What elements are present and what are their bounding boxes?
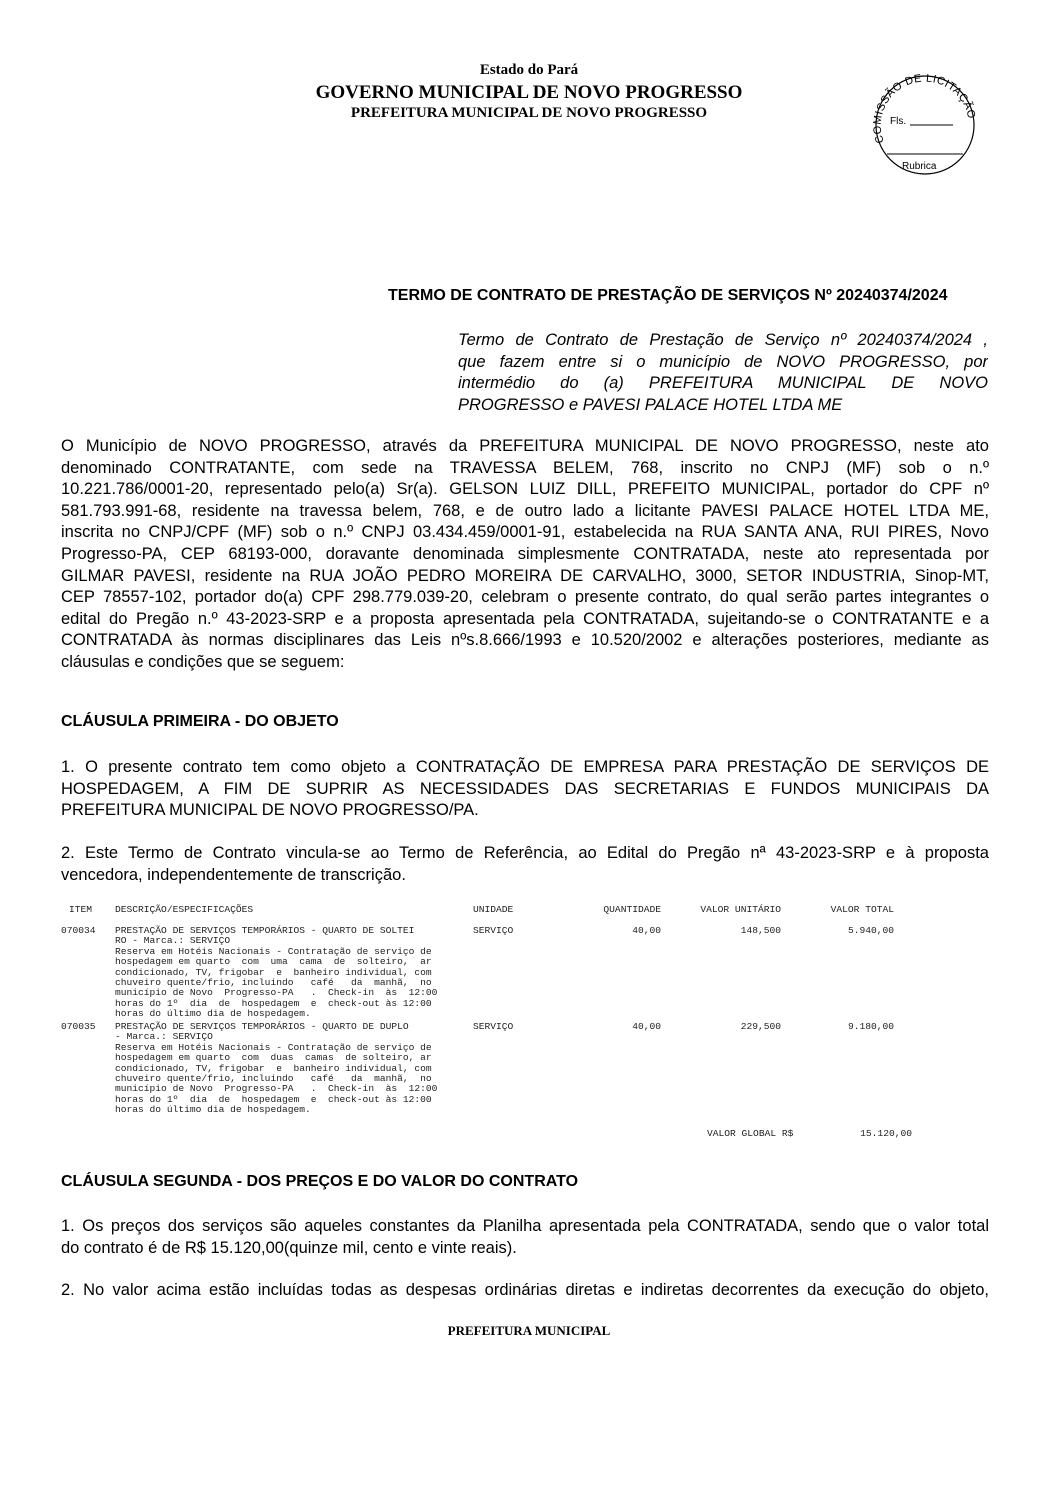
summary-line: que fazem entre si o município de NOVO PROGRESSO, por <box>458 352 988 371</box>
clause2-item2-line: 2. No valor acima estão incluídas todas as despesas ordinárias diretas e indiretas decorrentes da execução do objeto, <box>61 1281 989 1299</box>
intro-line: edital do Pregão n.º 43-2023-SRP e a proposta apresentada pela CONTRATADA, sujeitando-se o CONTRATANTE e a <box>61 609 989 628</box>
intro-paragraph <box>61 436 989 674</box>
intro-line: cláusulas e condições que se seguem: <box>61 652 345 671</box>
clause1-item2 <box>61 843 989 886</box>
clause1-heading: CLÁUSULA PRIMEIRA - DO OBJETO <box>61 713 339 730</box>
clause1-item1 <box>61 757 989 822</box>
row2-description: PRESTAÇÃO DE SERVIÇOS TEMPORÁRIOS - QUARTO DE DUPLO - Marca.: SERVIÇO Reserva em Hotéis Nacionais - Contratação de serviço de hospedagem em quarto com duas camas de solteiro, ar condicionado, TV, frigobar e banheiro individual, com chuveiro quente/frio, incluindo café da manhã, no município de Novo Progresso-PA . Check-in às 12:00 horas do 1º dia de hospedagem e check-out às 12:00 horas do último dia de hospedagem. <box>115 1021 438 1116</box>
th-quantity: QUANTIDADE <box>603 904 661 915</box>
row2-unit: SERVIÇO <box>473 1021 514 1032</box>
global-value: 15.120,00 <box>860 1128 912 1139</box>
clause2-item1-line: 1. Os preços dos serviços são aqueles constantes da Planilha apresentada pela CONTRATADA, sendo que o valor total <box>61 1217 989 1235</box>
row2-unit-value: 229,500 <box>740 1021 781 1032</box>
clause1-item1-line: HOSPEDAGEM, A FIM DE SUPRIR AS NECESSIDADES DAS SECRETARIAS E FUNDOS MUNICIPAIS DA <box>61 779 989 798</box>
contract-title: TERMO DE CONTRATO DE PRESTAÇÃO DE SERVIÇOS Nº 20240374/2024 <box>388 287 948 304</box>
intro-line: Progresso-PA, CEP 68193-000, doravante denominada simplesmente CONTRATADA, neste ato representada por <box>61 544 989 563</box>
th-unit: UNIDADE <box>473 904 514 915</box>
intro-line: inscrita no CNPJ/CPF (MF) sob o n.º CNPJ 03.434.459/0001-91, estabelecida na RUA SANTA ANA, RUI PIRES, Novo <box>61 523 989 542</box>
clause1-item2-line: 2. Este Termo de Contrato vincula-se ao Termo de Referência, ao Edital do Pregão nª 43-2023-SRP e à proposta <box>61 844 989 862</box>
th-total-value: VALOR TOTAL <box>830 904 894 915</box>
stamp-rubrica-label: Rubrica <box>902 161 937 172</box>
intro-line: GILMAR PAVESI, residente na RUA JOÃO PEDRO MOREIRA DE CARVALHO, 3000, SETOR INDUSTRIA, Sinop-MT, <box>61 566 989 585</box>
row1-description: PRESTAÇÃO DE SERVIÇOS TEMPORÁRIOS - QUARTO DE SOLTEI RO - Marca.: SERVIÇO Reserva em Hotéis Nacionais - Contratação de serviço de hospedagem em quarto com uma cama de solteiro, ar condicionado, TV, frigobar e banheiro individual, com chuveiro quente/frio, incluindo café da manhã, no município de Novo Progresso-PA . Check-in às 12:00 horas do 1º dia de hospedagem e check-out às 12:00 horas do último dia de hospedagem. <box>115 925 438 1020</box>
header-prefecture: PREFEITURA MUNICIPAL DE NOVO PROGRESSO <box>350 105 708 121</box>
intro-line: denominado CONTRATANTE, com sede na TRAVESSA BELEM, 768, inscrito no CNPJ (MF) sob o n.º <box>61 458 989 477</box>
summary-line: PROGRESSO e PAVESI PALACE HOTEL LTDA ME <box>458 395 843 414</box>
summary-line: intermédio do (a) PREFEITURA MUNICIPAL DE NOVO <box>458 374 988 392</box>
clause1-item1-line: PREFEITURA MUNICIPAL DE NOVO PROGRESSO/PA. <box>61 801 479 820</box>
intro-line: CONTRATADA às normas disciplinares das Leis nºs.8.666/1993 e 10.520/2002 e alterações posteriores, mediante as <box>61 631 989 650</box>
intro-line: 581.793.991-68, residente na travessa belem, 768, e de outro lado a licitante PAVESI PALACE HOTEL LTDA ME, <box>61 501 989 520</box>
summary-line: Termo de Contrato de Prestação de Serviço nº 20240374/2024 , <box>458 331 988 349</box>
intro-line: O Município de NOVO PROGRESSO, através da PREFEITURA MUNICIPAL DE NOVO PROGRESSO, neste ato <box>61 437 989 455</box>
th-unit-value: VALOR UNITÁRIO <box>700 904 781 915</box>
row2-quantity: 40,00 <box>632 1021 661 1032</box>
commission-stamp <box>870 72 980 177</box>
row1-total-value: 5.940,00 <box>847 925 894 936</box>
intro-line: 10.221.786/0001-20, representado pelo(a) Sr(a). GELSON LUIZ DILL, PREFEITO MUNICIPAL, portador do CPF nº <box>61 480 989 499</box>
stamp-arc-text: COMISSÃO DE LICITAÇÃO <box>871 72 978 145</box>
header-state: Estado do Pará <box>479 62 579 78</box>
clause1-item1-line: 1. O presente contrato tem como objeto a CONTRATAÇÃO DE EMPRESA PARA PRESTAÇÃO DE SERVIÇOS DE <box>61 758 989 776</box>
row1-quantity: 40,00 <box>632 925 661 936</box>
th-description: DESCRIÇÃO/ESPECIFICAÇÕES <box>115 904 254 915</box>
row1-item: 070034 <box>61 925 96 936</box>
clause2-item1-line: do contrato é de R$ 15.120,00(quinze mil, cento e vinte reais). <box>61 1238 517 1257</box>
header-government: GOVERNO MUNICIPAL DE NOVO PROGRESSO <box>315 82 743 103</box>
global-value-label: VALOR GLOBAL R$ <box>707 1128 794 1139</box>
clause2-item2 <box>61 1280 989 1302</box>
th-item: ITEM <box>69 904 93 915</box>
page-footer: PREFEITURA MUNICIPAL <box>447 1323 611 1338</box>
clause2-item1 <box>61 1216 989 1259</box>
intro-line: CEP 78557-102, portador do(a) CPF 298.779.039-20, celebram o presente contrato, do qual serão partes integrantes o <box>61 588 989 607</box>
row1-unit: SERVIÇO <box>473 925 514 936</box>
clause2-heading: CLÁUSULA SEGUNDA - DOS PREÇOS E DO VALOR DO CONTRATO <box>61 1173 579 1190</box>
stamp-fls-label: Fls. <box>890 116 907 127</box>
row2-total-value: 9.180,00 <box>847 1021 894 1032</box>
contract-summary <box>458 330 988 416</box>
clause1-item2-line: vencedora, independentemente de transcrição. <box>61 865 406 884</box>
row2-item: 070035 <box>61 1021 96 1032</box>
row1-unit-value: 148,500 <box>740 925 781 936</box>
